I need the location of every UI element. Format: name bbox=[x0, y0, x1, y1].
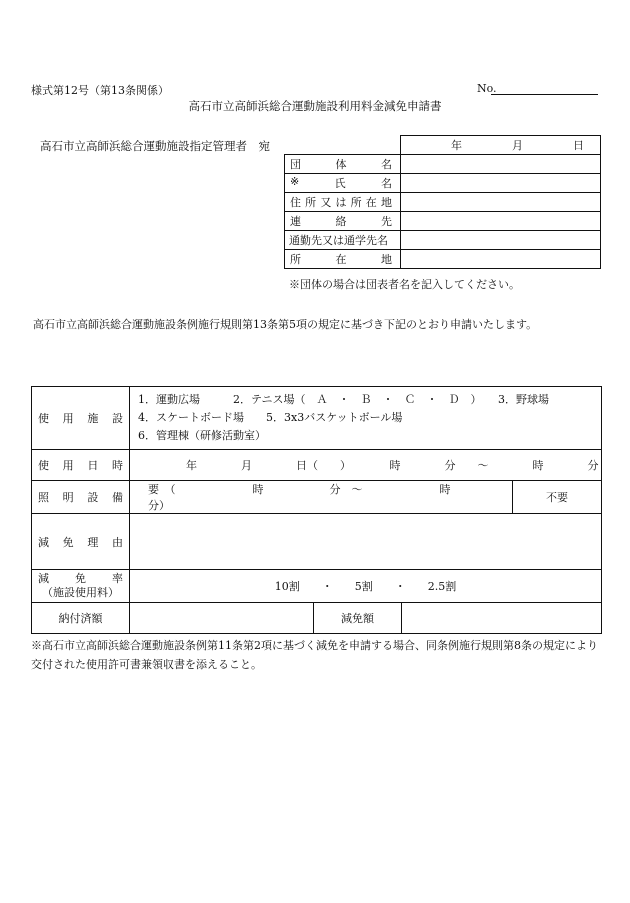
rate-options[interactable]: 10割 ・ 5割 ・ 2.5割 bbox=[130, 570, 602, 603]
applicant-field-label-cell bbox=[285, 212, 401, 231]
form-number: 様式第12号（第13条関係） bbox=[31, 84, 169, 97]
rate-label-cell bbox=[32, 570, 130, 603]
applicant-row bbox=[285, 155, 601, 174]
lighting-label-cell bbox=[32, 481, 130, 514]
facility-label-cell bbox=[32, 387, 130, 450]
applicant-note: ※団体の場合は団表者名を記入してください。 bbox=[289, 278, 520, 291]
applicant-field-input[interactable] bbox=[401, 155, 601, 174]
lighting-row bbox=[32, 481, 602, 514]
page-title: 高石市立高師浜総合運動施設利用料金減免申請書 bbox=[188, 99, 442, 113]
applicant-field-input[interactable] bbox=[401, 212, 601, 231]
applicant-field-input[interactable] bbox=[401, 193, 601, 212]
applicant-field-label: 所 在 地 bbox=[290, 253, 392, 266]
rate-sublabel: （施設使用料） bbox=[42, 586, 119, 599]
application-date-row bbox=[285, 136, 601, 155]
payment-row bbox=[32, 603, 602, 634]
applicant-row bbox=[285, 174, 601, 193]
applicant-field-input[interactable] bbox=[401, 174, 601, 193]
applicant-field-label: 団 体 名 bbox=[290, 158, 392, 171]
document-number-label: No. bbox=[477, 82, 497, 95]
applicant-field-label-cell bbox=[285, 155, 401, 174]
facility-line-3: 6．管理棟（研修活動室） bbox=[138, 429, 266, 442]
paid-amount-label: 納付済額 bbox=[32, 603, 130, 634]
application-statement: 高石市立高師浜総合運動施設条例施行規則第13条第5項の規定に基づき下記のとおり申請いたします。 bbox=[33, 318, 538, 331]
facility-row bbox=[32, 387, 602, 450]
applicant-field-input[interactable] bbox=[401, 231, 601, 250]
facility-label: 使 用 施 設 bbox=[38, 412, 123, 425]
reason-label: 減 免 理 由 bbox=[38, 535, 123, 549]
exempt-amount-field[interactable] bbox=[402, 603, 602, 634]
date-day-label: 日 bbox=[573, 139, 584, 152]
applicant-row bbox=[285, 250, 601, 269]
paid-amount-field[interactable] bbox=[130, 603, 314, 634]
facility-line-2: 4．スケートボード場 5．3x3バスケットボール場 bbox=[138, 411, 403, 424]
applicant-field-label: 通勤先又は通学先名 bbox=[289, 234, 388, 247]
lighting-required-option[interactable]: 要 （ 時 分 〜 時 分） bbox=[130, 481, 513, 514]
attachment-note: ※高石市立高師浜総合運動施設条例第11条第2項に基づく減免を申請する場合、同条例施行規則第8条の規定により交付された使用許可書兼領収書を添えること。 bbox=[31, 639, 598, 671]
applicant-field-label-cell bbox=[285, 174, 401, 193]
applicant-field-label-cell bbox=[285, 231, 401, 250]
rate-label: 減 免 率 bbox=[38, 572, 123, 585]
document-number-field[interactable] bbox=[491, 94, 598, 95]
applicant-field-label: 住 所 又 は 所 在 地 bbox=[290, 196, 392, 209]
rate-row bbox=[32, 570, 602, 603]
reason-label-cell bbox=[32, 514, 130, 570]
applicant-table bbox=[284, 135, 601, 269]
usage-datetime-label: 使 用 日 時 bbox=[38, 459, 123, 472]
facility-options[interactable] bbox=[130, 387, 602, 450]
usage-datetime-row bbox=[32, 450, 602, 481]
applicant-field-label: ※ 氏 名 bbox=[290, 175, 392, 190]
applicant-row bbox=[285, 193, 601, 212]
applicant-row bbox=[285, 212, 601, 231]
reason-row bbox=[32, 514, 602, 570]
lighting-not-required-option[interactable]: 不要 bbox=[513, 481, 602, 514]
applicant-field-label-cell bbox=[285, 250, 401, 269]
reason-field[interactable] bbox=[130, 514, 602, 570]
date-year-label: 年 bbox=[451, 139, 462, 152]
addressee: 高石市立高師浜総合運動施設指定管理者 宛 bbox=[40, 139, 270, 153]
application-date-field[interactable] bbox=[401, 136, 601, 155]
date-month-label: 月 bbox=[512, 139, 523, 152]
applicant-field-input[interactable] bbox=[401, 250, 601, 269]
usage-datetime-field[interactable]: 年 月 日（ ） 時 分 〜 時 分 bbox=[130, 450, 602, 481]
facility-line-1: 1．運動広場 2．テニス場（ Ａ ・ Ｂ ・ Ｃ ・ Ｄ ） 3．野球場 bbox=[138, 393, 550, 406]
application-detail-table bbox=[31, 386, 602, 634]
applicant-field-label: 連 絡 先 bbox=[290, 215, 392, 228]
lighting-label: 照 明 設 備 bbox=[38, 491, 123, 504]
applicant-row bbox=[285, 231, 601, 250]
usage-datetime-label-cell bbox=[32, 450, 130, 481]
applicant-field-label-cell bbox=[285, 193, 401, 212]
exempt-amount-label: 減免額 bbox=[314, 603, 402, 634]
